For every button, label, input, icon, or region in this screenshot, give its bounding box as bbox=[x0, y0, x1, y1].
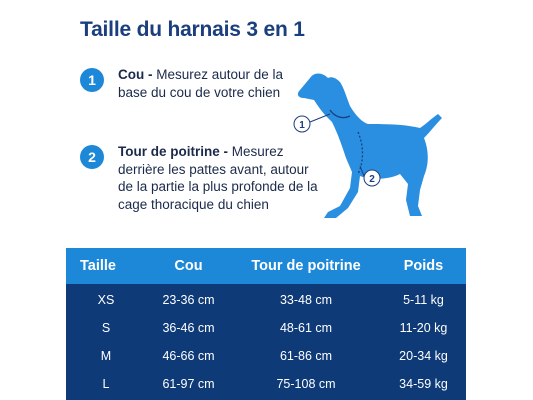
step-number-badge: 1 bbox=[80, 68, 104, 92]
step-number-badge: 2 bbox=[80, 145, 104, 169]
cell-chest: 48-61 cm bbox=[279, 321, 333, 335]
step-description bbox=[118, 66, 290, 101]
cell-size: S bbox=[101, 321, 111, 335]
size-table bbox=[66, 248, 466, 400]
cell-chest: 75-108 cm bbox=[276, 377, 336, 391]
step-chest bbox=[80, 143, 320, 213]
step-neck bbox=[80, 66, 290, 101]
cell-neck: 36-46 cm bbox=[162, 321, 215, 335]
table-header bbox=[66, 248, 466, 284]
cell-neck: 46-66 cm bbox=[162, 349, 215, 363]
header-weight: Poids bbox=[403, 258, 444, 274]
cell-size: M bbox=[100, 349, 112, 363]
step-body: Mesurez derrière les pattes avant, autour de la partie la plus profonde de la cage thoracique du chien bbox=[118, 144, 318, 212]
header-chest: Tour de poitrine bbox=[251, 258, 361, 274]
cell-weight: 34-59 kg bbox=[399, 377, 448, 391]
cell-neck: 61-97 cm bbox=[162, 377, 215, 391]
marker-2-label: 2 bbox=[369, 174, 375, 185]
cell-weight: 20-34 kg bbox=[399, 349, 448, 363]
page-title: Taille du harnais 3 en 1 bbox=[80, 18, 305, 41]
marker-1-label: 1 bbox=[299, 120, 305, 131]
cell-weight: 5-11 kg bbox=[403, 293, 444, 307]
dog-silhouette-icon bbox=[288, 66, 456, 226]
header-neck: Cou bbox=[174, 258, 203, 274]
table-row bbox=[66, 286, 466, 314]
cell-chest: 61-86 cm bbox=[279, 349, 333, 363]
step-label: Tour de poitrine - bbox=[118, 144, 232, 159]
cell-size: XS bbox=[97, 293, 115, 307]
cell-neck: 23-36 cm bbox=[162, 293, 215, 307]
header-size: Taille bbox=[80, 258, 116, 274]
cell-weight: 11-20 kg bbox=[399, 321, 448, 335]
step-body: Mesurez autour de la base du cou de votre chien bbox=[118, 67, 284, 100]
table-row bbox=[66, 314, 466, 342]
cell-size: L bbox=[102, 377, 110, 391]
table-row bbox=[66, 342, 466, 370]
cell-chest: 33-48 cm bbox=[279, 293, 333, 307]
step-label: Cou - bbox=[118, 67, 157, 82]
table-row bbox=[66, 370, 466, 398]
